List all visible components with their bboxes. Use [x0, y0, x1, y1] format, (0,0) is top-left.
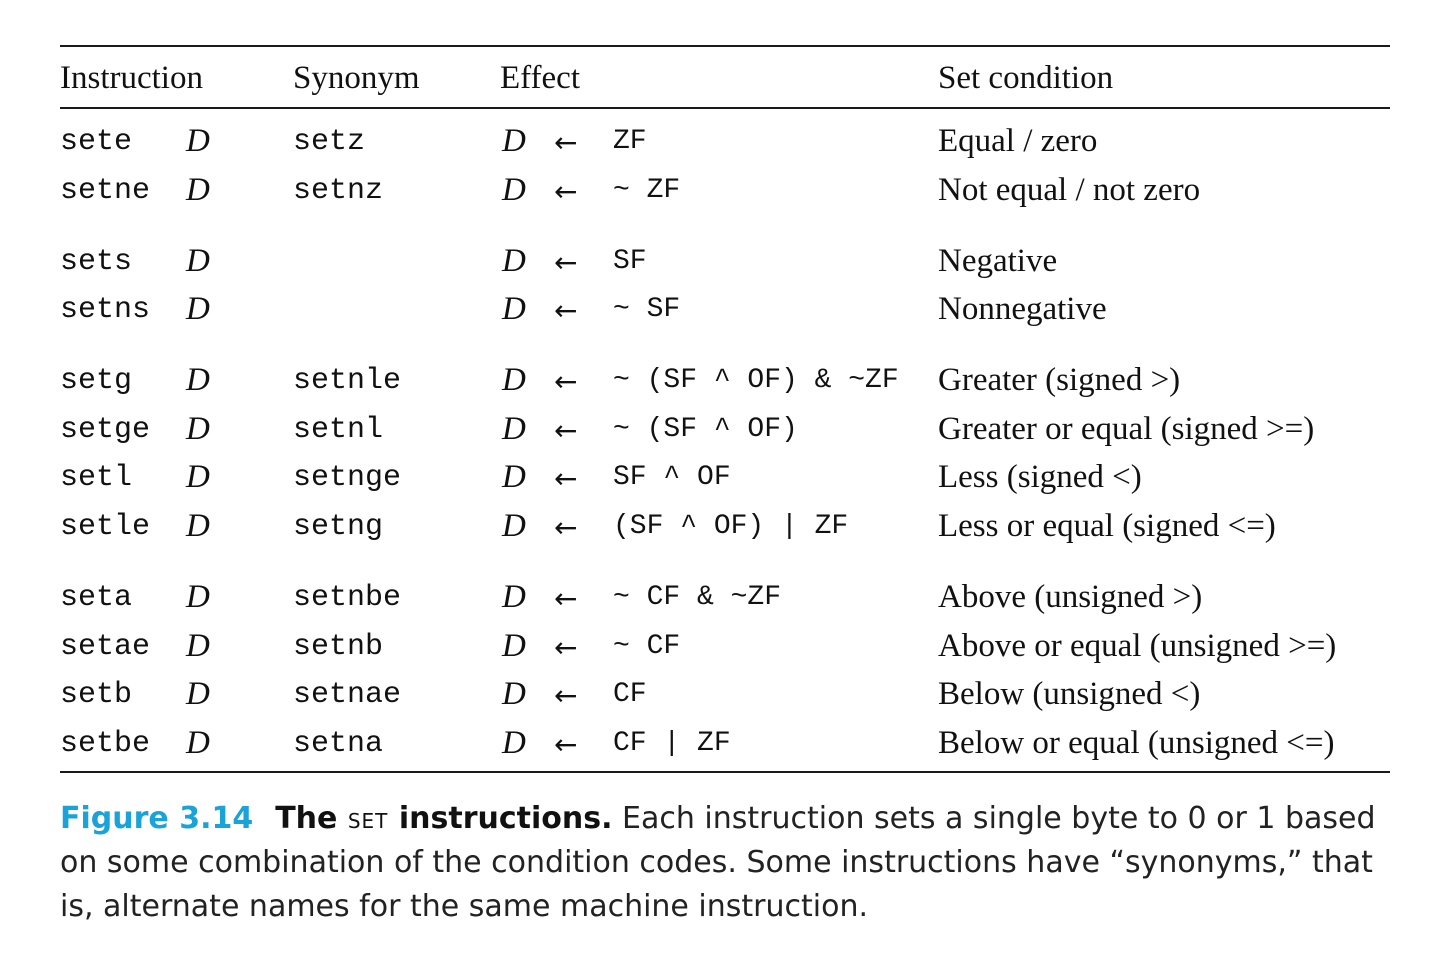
set-condition-text: Not equal / not zero [938, 172, 1201, 208]
instruction-operand: D [186, 411, 210, 447]
effect-destination: D [502, 123, 526, 159]
instruction-operand: D [186, 725, 210, 761]
instruction-name: setae [60, 630, 151, 664]
left-arrow-icon: ← [554, 365, 578, 398]
set-condition-text: Above or equal (unsigned >=) [938, 628, 1337, 664]
left-arrow-icon: ← [554, 679, 578, 712]
effect-expression: CF | ZF [613, 728, 731, 759]
instruction-operand: D [186, 676, 210, 712]
synonym-name: setnbe [293, 581, 402, 615]
effect-destination: D [502, 676, 526, 712]
effect-expression: ~ (SF ^ OF) [613, 414, 798, 445]
figure-title [275, 801, 612, 836]
effect-destination: D [502, 362, 526, 398]
instruction-name: setb [60, 678, 133, 712]
set-condition-text: Below or equal (unsigned <=) [938, 725, 1335, 761]
effect-expression: ZF [613, 126, 647, 157]
left-arrow-icon: ← [554, 246, 578, 279]
synonym-name: setnz [293, 174, 384, 208]
effect-expression: ~ (SF ^ OF) & ~ZF [613, 365, 899, 396]
instruction-operand: D [186, 579, 210, 615]
synonym-name: setnl [293, 413, 384, 447]
figure-caption-text: Each instruction sets a single byte to 0 or 1 based on some combination of the condition codes. Some instructions have “synonyms,” that is, alternate names for the same machine instruction. [60, 801, 1376, 924]
set-condition-text: Equal / zero [938, 123, 1098, 159]
set-condition-text: Less or equal (signed <=) [938, 508, 1276, 544]
figure-title-set: set [347, 802, 389, 835]
effect-expression: ~ SF [613, 294, 681, 325]
left-arrow-icon: ← [554, 126, 578, 159]
header-synonym: Synonym [293, 60, 420, 96]
table-header-rule [60, 107, 1390, 109]
effect-expression: ~ CF & ~ZF [613, 582, 782, 613]
left-arrow-icon: ← [554, 728, 578, 761]
effect-destination: D [502, 243, 526, 279]
left-arrow-icon: ← [554, 294, 578, 327]
instruction-name: setle [60, 510, 151, 544]
synonym-name: setnle [293, 364, 402, 398]
table-top-rule [60, 45, 1390, 47]
effect-expression: ~ CF [613, 631, 681, 662]
set-condition-text: Negative [938, 243, 1058, 279]
effect-expression: ~ ZF [613, 175, 681, 206]
header-instruction: Instruction [60, 60, 203, 96]
effect-destination: D [502, 411, 526, 447]
effect-destination: D [502, 459, 526, 495]
instruction-operand: D [186, 123, 210, 159]
instruction-name: sets [60, 245, 133, 279]
left-arrow-icon: ← [554, 414, 578, 447]
instruction-operand: D [186, 459, 210, 495]
figure-title-suffix: instructions. [398, 801, 613, 836]
figure-label: Figure 3.14 [60, 801, 254, 836]
figure-title-prefix: The [275, 801, 338, 836]
instruction-operand: D [186, 362, 210, 398]
left-arrow-icon: ← [554, 175, 578, 208]
instruction-name: setbe [60, 727, 151, 761]
header-effect: Effect [500, 60, 581, 96]
set-condition-text: Less (signed <) [938, 459, 1142, 495]
left-arrow-icon: ← [554, 631, 578, 664]
effect-destination: D [502, 579, 526, 615]
instruction-operand: D [186, 628, 210, 664]
instruction-operand: D [186, 172, 210, 208]
synonym-name: setna [293, 727, 384, 761]
effect-destination: D [502, 508, 526, 544]
synonym-name: setnge [293, 461, 402, 495]
instruction-operand: D [186, 508, 210, 544]
synonym-name: setnae [293, 678, 402, 712]
effect-destination: D [502, 291, 526, 327]
figure-caption [60, 797, 1390, 929]
synonym-name: setz [293, 125, 366, 159]
synonym-name: setng [293, 510, 384, 544]
header-set-condition: Set condition [938, 60, 1114, 96]
effect-destination: D [502, 628, 526, 664]
table-bottom-rule [60, 771, 1390, 773]
set-condition-text: Greater (signed >) [938, 362, 1181, 398]
instruction-operand: D [186, 291, 210, 327]
instruction-name: setne [60, 174, 151, 208]
left-arrow-icon: ← [554, 582, 578, 615]
left-arrow-icon: ← [554, 511, 578, 544]
instruction-operand: D [186, 243, 210, 279]
effect-expression: SF ^ OF [613, 462, 731, 493]
set-condition-text: Above (unsigned >) [938, 579, 1203, 615]
instruction-name: seta [60, 581, 133, 615]
set-condition-text: Below (unsigned <) [938, 676, 1201, 712]
effect-destination: D [502, 725, 526, 761]
set-condition-text: Greater or equal (signed >=) [938, 411, 1315, 447]
effect-destination: D [502, 172, 526, 208]
synonym-name: setnb [293, 630, 384, 664]
set-condition-text: Nonnegative [938, 291, 1107, 327]
effect-expression: SF [613, 246, 647, 277]
effect-expression: CF [613, 679, 647, 710]
instruction-name: setge [60, 413, 151, 447]
instruction-name: setg [60, 364, 133, 398]
instruction-name: setns [60, 293, 151, 327]
instruction-name: sete [60, 125, 133, 159]
left-arrow-icon: ← [554, 462, 578, 495]
instruction-name: setl [60, 461, 133, 495]
effect-expression: (SF ^ OF) | ZF [613, 511, 849, 542]
